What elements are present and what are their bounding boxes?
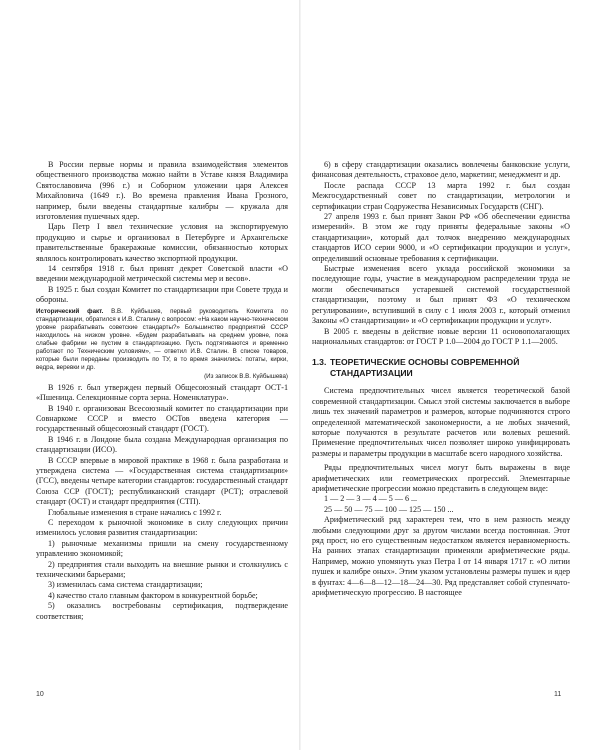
paragraph: Арифметический ряд характерен тем, что в нем разность между любыми следующими друг за другом числами всегда постоянная. Этот ряд прост, но его существенным недостатком является неравномерность. На ранних этапах стандартизации применяли арифметические ряды. Например, можно упомянуть указ Петра I от 14 января 1717 г. «О литии пушек и калибре оных». Этим указом установлены размеры пушек и ядер в фунтах: 4—6—8—12—18—24—30. Ряд представляет собой ступенчато-арифметическую прогрессию. В настоящее [312, 515, 570, 598]
historical-fact-heading: Исторический факт. [36, 307, 104, 315]
paragraph: В СССР впервые в мировой практике в 1968 г. была разработана и утверждена система — «Государственная система стандартизации» (ГСС), введены четыре категории стандартов: государственный стандарт Союза ССР (ГОСТ); республиканский стандарт (РСТ); отраслевой стандарт (ОСТ) и стандарт предприятия (СТП). [36, 455, 288, 507]
historical-fact-text [36, 308, 288, 372]
section-heading [312, 357, 570, 378]
section-number: 1.3. [312, 357, 327, 368]
paragraph: Царь Петр I ввел технические условия на экспортируемую продукцию и сырье и организовал в Петербурге и Архангельске правительственные бракеражные комиссии, обязанностью которых являлось контролировать качество экспортной продукции. [36, 222, 288, 263]
paragraph: 27 апреля 1993 г. был принят Закон РФ «Об обеспечении единства измерений». В этом же году приняты федеральные законы «О стандартизации», который дал толчок внедрению международных стандартов ИСО серии 9000, и «О сертификации продукции и услуг», определивший основные требования к сертификации. [312, 212, 570, 263]
paragraph: В 1925 г. был создан Комитет по стандартизации при Совете труда и обороны. [36, 284, 288, 305]
section-title: ТЕОРЕТИЧЕСКИЕ ОСНОВЫ СОВРЕМЕННОЙ СТАНДАРТИЗАЦИИ [330, 357, 520, 378]
paragraph: Система предпочтительных чисел является теоретической базой современной стандартизации. Смысл этой системы заключается в выборе лишь тех значений параметров и размеров, которые подчиняются строго определенной математической закономерности, а не любых значений, которые получаются в результате расчетов или волевых решений. Применение предпочтительных чисел позволяет широко унифицировать размеры и параметры продукции в масштабе всего народного хозяйства. [312, 386, 570, 458]
paragraph: В 1926 г. был утвержден первый Общесоюзный стандарт ОСТ-1 «Пшеница. Селекционные сорта зерна. Номенклатура». [36, 382, 288, 403]
paragraph: В 1940 г. организован Всесоюзный комитет по стандартизации при Совнаркоме СССР и вместо ОСТов введена категория — государственный общесоюзный стандарт (ГОСТ). [36, 403, 288, 434]
sequence-line: 1 — 2 — 3 — 4 — 5 — 6 ... [324, 494, 418, 504]
paragraph: В России первые нормы и правила взаимодействия элементов общественного производства можно найти в Уставе князя Владимира Святославовича (996 г.) и Соборном уложении царя Алексея Михайловича (1649 г.). Во времена правления Ивана Грозного, например, были введены стандартные калибры — кружала для изготовления пушечных ядер. [36, 160, 288, 222]
historical-fact-body: В.В. Куйбышев, первый руководитель Комитета по стандартизации, обратился к И.В. Сталину с вопросом: «На каком научно-техническом уровне разрабатывать советские стандарты?» Большинство предприятий СССР находилось на низком уровне. «Будем разрабатывать на среднем уровне, пока слабые фабрики не пустим в стандартизацию. Пусть подтягиваются и временно работают по Техническим условиям», — ответил И.В. Сталин. В списке товаров, которые были переданы производить по ТУ, в то время значились: потаты, кирки, ведра, веревки и др. [36, 307, 288, 371]
sequence-line: 25 — 50 — 75 — 100 — 125 — 150 ... [324, 504, 454, 514]
list-item: 1) рыночные механизмы пришли на смену государственному управлению экономикой; [36, 538, 288, 559]
paragraph: Ряды предпочтительных чисел могут быть выражены в виде арифметических или геометрических прогрессий. Элементарные арифметические прогрессии можно представить в следующем виде: [312, 463, 570, 493]
page-number-left: 10 [36, 691, 44, 698]
paragraph: Глобальные изменения в стране начались с 1992 г. [48, 507, 222, 517]
list-item: 2) предприятия стали выходить на внешние рынки и столкнулись с техническими барьерами; [36, 559, 288, 579]
paragraph: После распада СССР 13 марта 1992 г. был создан Межгосударственный совет по стандартизации, метрологии и сертификации стран Содружества Независимых Государств (СНГ). [312, 180, 570, 211]
right-page [300, 0, 600, 750]
page-number-right: 11 [554, 691, 562, 698]
list-item: 3) изменилась сама система стандартизации; [48, 580, 203, 590]
paragraph: 14 сентября 1918 г. был принят декрет Советской власти «О введении международной метрической системы мер и весов». [36, 264, 288, 284]
list-item: 4) качество стало главным фактором в конкурентной борьбе; [48, 590, 258, 600]
paragraph: Быстрые изменения всего уклада российской экономики за последующие годы, участие в международном распределении труда не могли обеспечиваться устаревшей системой государственной стандартизации, поэтому и был принят ФЗ «О техническом регулировании», вступивший в силу с 1 июля 2003 г., который отменил Законы «О стандартизации» и «О сертификации продукции и услуг». [312, 264, 570, 326]
historical-fact-source: (Из записок В.В. Куйбышева) [204, 372, 288, 380]
list-item: 5) оказались востребованы сертификация, подтверждение соответствия; [36, 601, 288, 621]
paragraph: С переходом к рыночной экономике в силу следующих причин изменилось условия развития стандартизации: [36, 517, 288, 538]
list-item: 6) в сферу стандартизации оказались вовлечены банковские услуги, финансовая деятельность, страховое дело, маркетинг, менеджмент и др. [312, 160, 570, 180]
paragraph: В 2005 г. введены в действие новые версии 11 основополагающих национальных стандартов: от ГОСТ Р 1.0—2004 до ГОСТ Р 1.1—2005. [312, 326, 570, 346]
historical-fact-box [36, 308, 288, 381]
paragraph: В 1946 г. в Лондоне была создана Международная организация по стандартизации (ИСО). [36, 434, 288, 455]
